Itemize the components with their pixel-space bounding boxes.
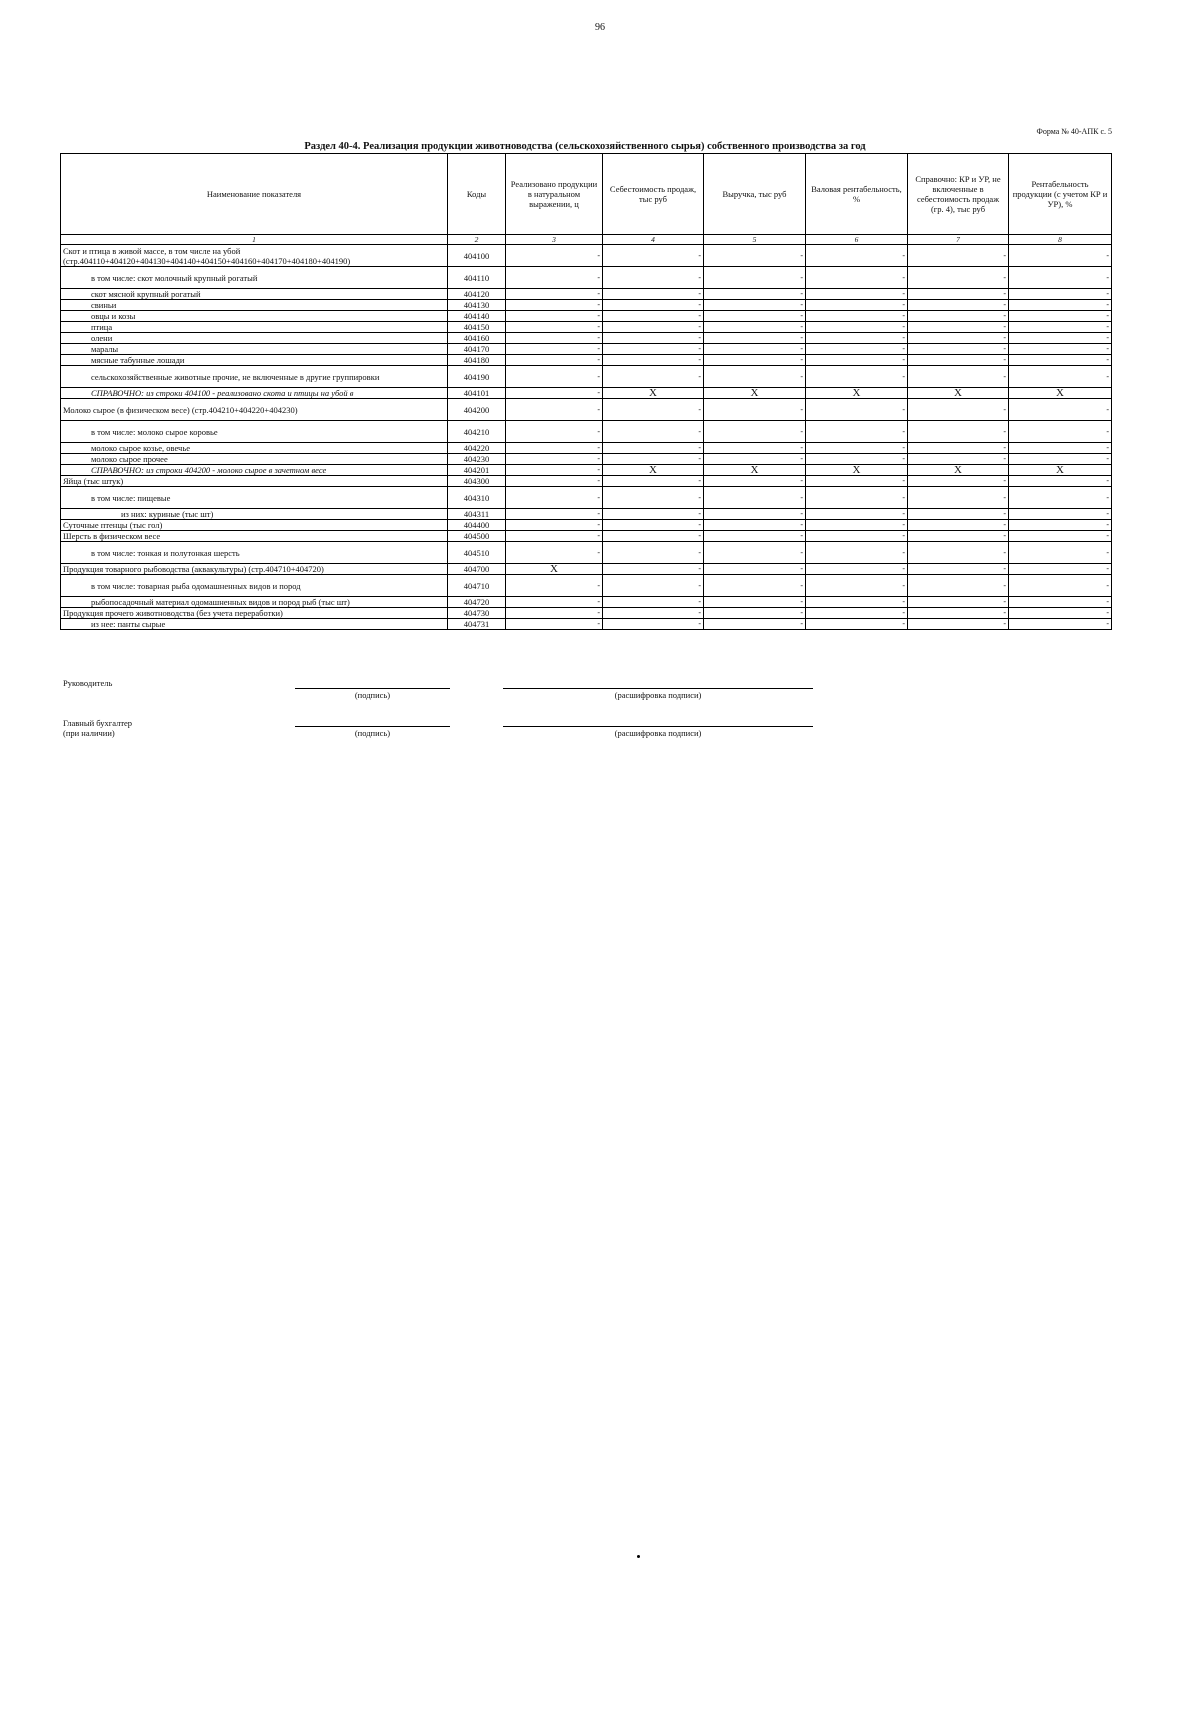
row-value-cell: - xyxy=(704,454,806,465)
row-indicator-name: СПРАВОЧНО: из строки 404100 - реализовано скота и птицы на убой в xyxy=(61,388,448,399)
table-row xyxy=(61,421,1112,443)
row-value-cell: - xyxy=(704,509,806,520)
row-code: 404150 xyxy=(448,322,506,333)
row-value-cell: - xyxy=(1009,542,1112,564)
row-value-cell: - xyxy=(806,619,908,630)
row-value-cell: - xyxy=(603,267,704,289)
row-value-cell: - xyxy=(603,454,704,465)
row-value-cell: - xyxy=(908,344,1009,355)
row-value-cell: X xyxy=(603,388,704,399)
row-value-cell: - xyxy=(506,245,603,267)
row-value-cell: - xyxy=(908,597,1009,608)
row-value-cell: - xyxy=(704,333,806,344)
table-row xyxy=(61,542,1112,564)
row-value-cell: - xyxy=(1009,443,1112,454)
row-value-cell: X xyxy=(806,465,908,476)
row-value-cell: - xyxy=(1009,575,1112,597)
row-value-cell: - xyxy=(603,245,704,267)
row-code: 404190 xyxy=(448,366,506,388)
row-value-cell: - xyxy=(704,421,806,443)
head-signature-row xyxy=(63,678,863,718)
row-code: 404120 xyxy=(448,289,506,300)
row-value-cell: - xyxy=(908,487,1009,509)
row-value-cell: X xyxy=(704,465,806,476)
row-value-cell: - xyxy=(506,542,603,564)
row-value-cell: - xyxy=(908,355,1009,366)
header-product-profitability: Рентабельность продукции (с учетом КР и УР), % xyxy=(1009,154,1112,235)
row-value-cell: - xyxy=(908,322,1009,333)
row-value-cell: - xyxy=(806,597,908,608)
row-value-cell: - xyxy=(908,333,1009,344)
row-value-cell: - xyxy=(908,399,1009,421)
table-row xyxy=(61,344,1112,355)
row-value-cell: - xyxy=(908,564,1009,575)
row-value-cell: - xyxy=(1009,399,1112,421)
row-value-cell: - xyxy=(506,366,603,388)
row-indicator-name: в том числе: пищевые xyxy=(61,487,448,509)
row-indicator-name: молоко сырое прочее xyxy=(61,454,448,465)
row-code: 404230 xyxy=(448,454,506,465)
row-indicator-name: СПРАВОЧНО: из строки 404200 - молоко сырое в зачетном весе xyxy=(61,465,448,476)
signature-block xyxy=(63,678,863,758)
accountant-label-line1: Главный бухгалтер xyxy=(63,718,133,728)
header-codes: Коды xyxy=(448,154,506,235)
scan-dot-mark xyxy=(637,1555,640,1558)
row-value-cell: - xyxy=(603,333,704,344)
column-number: 8 xyxy=(1009,235,1112,245)
form-code: Форма № 40-АПК с. 5 xyxy=(1036,127,1112,136)
accountant-signature-row xyxy=(63,718,863,758)
row-value-cell: - xyxy=(506,289,603,300)
row-value-cell: - xyxy=(603,322,704,333)
row-code: 404400 xyxy=(448,520,506,531)
row-value-cell: - xyxy=(603,443,704,454)
row-value-cell: - xyxy=(506,311,603,322)
row-code: 404210 xyxy=(448,421,506,443)
row-value-cell: - xyxy=(1009,619,1112,630)
row-value-cell: - xyxy=(908,366,1009,388)
row-indicator-name: олени xyxy=(61,333,448,344)
table-row xyxy=(61,487,1112,509)
table-row xyxy=(61,454,1112,465)
row-value-cell: - xyxy=(1009,487,1112,509)
table-row xyxy=(61,509,1112,520)
row-value-cell: - xyxy=(603,531,704,542)
row-code: 404311 xyxy=(448,509,506,520)
row-indicator-name: Шерсть в физическом весе xyxy=(61,531,448,542)
row-value-cell: - xyxy=(1009,355,1112,366)
row-value-cell: - xyxy=(704,443,806,454)
row-value-cell: - xyxy=(806,311,908,322)
row-value-cell: - xyxy=(1009,509,1112,520)
row-value-cell: - xyxy=(806,366,908,388)
row-value-cell: - xyxy=(806,531,908,542)
row-value-cell: - xyxy=(506,520,603,531)
row-value-cell: - xyxy=(506,267,603,289)
row-value-cell: - xyxy=(704,542,806,564)
table-row xyxy=(61,267,1112,289)
accountant-label-line2: (при наличии) xyxy=(63,728,115,738)
header-indicator-name: Наименование показателя xyxy=(61,154,448,235)
row-code: 404700 xyxy=(448,564,506,575)
row-value-cell: - xyxy=(603,311,704,322)
row-value-cell: - xyxy=(506,333,603,344)
row-value-cell: - xyxy=(704,289,806,300)
row-value-cell: - xyxy=(908,443,1009,454)
row-value-cell: X xyxy=(908,465,1009,476)
row-value-cell: - xyxy=(1009,454,1112,465)
table-row xyxy=(61,322,1112,333)
row-indicator-name: скот мясной крупный рогатый xyxy=(61,289,448,300)
table-row xyxy=(61,311,1112,322)
table-row xyxy=(61,245,1112,267)
row-value-cell: - xyxy=(1009,520,1112,531)
head-decode-caption: (расшифровка подписи) xyxy=(614,690,702,700)
row-value-cell: - xyxy=(704,597,806,608)
row-value-cell: - xyxy=(908,421,1009,443)
row-code: 404130 xyxy=(448,300,506,311)
report-table xyxy=(60,153,1112,630)
row-value-cell: - xyxy=(704,355,806,366)
accountant-decode-caption: (расшифровка подписи) xyxy=(614,728,702,738)
row-value-cell: X xyxy=(1009,388,1112,399)
head-label: Руководитель xyxy=(63,678,113,688)
row-indicator-name: маралы xyxy=(61,344,448,355)
row-value-cell: - xyxy=(806,333,908,344)
accountant-label xyxy=(63,718,132,738)
row-value-cell: - xyxy=(908,509,1009,520)
row-indicator-name: в том числе: тонкая и полутонкая шерсть xyxy=(61,542,448,564)
row-value-cell: - xyxy=(603,366,704,388)
row-value-cell: - xyxy=(908,476,1009,487)
row-indicator-name: Продукция прочего животноводства (без учета переработки) xyxy=(61,608,448,619)
row-indicator-name: из них: куриные (тыс шт) xyxy=(61,509,448,520)
row-value-cell: - xyxy=(704,520,806,531)
row-indicator-name: из нее: панты сырые xyxy=(61,619,448,630)
row-value-cell: - xyxy=(704,399,806,421)
row-indicator-name: свиньи xyxy=(61,300,448,311)
header-kr-ur-reference: Справочно: КР и УР, не включенные в себестоимость продаж (гр. 4), тыс руб xyxy=(908,154,1009,235)
table-row xyxy=(61,531,1112,542)
row-value-cell: - xyxy=(1009,608,1112,619)
row-value-cell: - xyxy=(806,608,908,619)
row-value-cell: - xyxy=(1009,322,1112,333)
row-indicator-name: птица xyxy=(61,322,448,333)
accountant-decode-line xyxy=(503,726,813,727)
row-value-cell: - xyxy=(908,454,1009,465)
row-indicator-name: в том числе: молоко сырое коровье xyxy=(61,421,448,443)
table-row xyxy=(61,300,1112,311)
head-decode-line xyxy=(503,688,813,689)
row-value-cell: - xyxy=(603,300,704,311)
page-number: 96 xyxy=(595,22,605,33)
row-value-cell: - xyxy=(506,465,603,476)
row-code: 404710 xyxy=(448,575,506,597)
row-value-cell: - xyxy=(908,300,1009,311)
row-value-cell: - xyxy=(908,267,1009,289)
accountant-sign-caption: (подпись) xyxy=(354,728,391,738)
row-value-cell: - xyxy=(506,355,603,366)
header-cost-of-sales: Себестоимость продаж, тыс руб xyxy=(603,154,704,235)
row-value-cell: - xyxy=(704,476,806,487)
row-value-cell: - xyxy=(506,388,603,399)
row-value-cell: - xyxy=(506,476,603,487)
row-value-cell: - xyxy=(506,487,603,509)
row-value-cell: - xyxy=(603,509,704,520)
row-value-cell: - xyxy=(806,575,908,597)
row-value-cell: - xyxy=(603,564,704,575)
row-code: 404310 xyxy=(448,487,506,509)
row-value-cell: - xyxy=(806,289,908,300)
row-value-cell: - xyxy=(603,421,704,443)
table-row xyxy=(61,619,1112,630)
row-value-cell: - xyxy=(806,487,908,509)
column-number-row xyxy=(61,235,1112,245)
row-value-cell: - xyxy=(704,575,806,597)
row-code: 404300 xyxy=(448,476,506,487)
row-value-cell: - xyxy=(1009,564,1112,575)
row-value-cell: - xyxy=(506,575,603,597)
row-value-cell: - xyxy=(506,619,603,630)
row-value-cell: - xyxy=(506,531,603,542)
row-value-cell: - xyxy=(506,509,603,520)
table-row xyxy=(61,564,1112,575)
table-row xyxy=(61,366,1112,388)
accountant-signature-line xyxy=(295,726,450,727)
row-value-cell: - xyxy=(908,531,1009,542)
row-code: 404720 xyxy=(448,597,506,608)
row-value-cell: - xyxy=(1009,267,1112,289)
row-indicator-name: Молоко сырое (в физическом весе) (стр.404210+404220+404230) xyxy=(61,399,448,421)
row-value-cell: - xyxy=(506,322,603,333)
column-number: 6 xyxy=(806,235,908,245)
head-sign-caption: (подпись) xyxy=(354,690,391,700)
row-value-cell: - xyxy=(704,300,806,311)
row-value-cell: - xyxy=(704,531,806,542)
row-indicator-name: рыбопосадочный материал одомашненных видов и пород рыб (тыс шт) xyxy=(61,597,448,608)
table-row xyxy=(61,597,1112,608)
table-row xyxy=(61,289,1112,300)
row-value-cell: X xyxy=(603,465,704,476)
table-row xyxy=(61,575,1112,597)
row-value-cell: - xyxy=(704,564,806,575)
row-value-cell: - xyxy=(506,454,603,465)
row-value-cell: - xyxy=(806,399,908,421)
section-title: Раздел 40-4. Реализация продукции животноводства (сельскохозяйственного сырья) собственного производства за год xyxy=(304,141,866,152)
row-value-cell: - xyxy=(704,366,806,388)
row-value-cell: - xyxy=(806,322,908,333)
row-value-cell: - xyxy=(806,355,908,366)
row-value-cell: - xyxy=(603,619,704,630)
row-value-cell: - xyxy=(1009,531,1112,542)
row-value-cell: - xyxy=(704,344,806,355)
row-code: 404101 xyxy=(448,388,506,399)
row-value-cell: - xyxy=(1009,333,1112,344)
column-number: 5 xyxy=(704,235,806,245)
row-value-cell: - xyxy=(506,421,603,443)
row-indicator-name: мясные табунные лошади xyxy=(61,355,448,366)
column-number: 2 xyxy=(448,235,506,245)
row-value-cell: - xyxy=(1009,476,1112,487)
row-value-cell: - xyxy=(908,608,1009,619)
row-value-cell: - xyxy=(1009,289,1112,300)
row-indicator-name: Суточные птенцы (тыс гол) xyxy=(61,520,448,531)
row-code: 404220 xyxy=(448,443,506,454)
row-indicator-name: Скот и птица в живой массе, в том числе на убой (стр.404110+404120+404130+404140+404150+404160+404170+404180+404190) xyxy=(61,245,448,267)
row-indicator-name: Яйца (тыс штук) xyxy=(61,476,448,487)
column-number: 3 xyxy=(506,235,603,245)
row-value-cell: - xyxy=(603,289,704,300)
row-value-cell: - xyxy=(806,421,908,443)
row-value-cell: - xyxy=(806,245,908,267)
row-value-cell: - xyxy=(806,520,908,531)
row-value-cell: - xyxy=(806,476,908,487)
head-signature-line xyxy=(295,688,450,689)
row-value-cell: X xyxy=(908,388,1009,399)
row-value-cell: - xyxy=(908,619,1009,630)
row-value-cell: - xyxy=(806,454,908,465)
row-value-cell: - xyxy=(806,443,908,454)
row-value-cell: - xyxy=(506,344,603,355)
row-value-cell: - xyxy=(603,476,704,487)
header-gross-profitability: Валовая рентабельность, % xyxy=(806,154,908,235)
header-row xyxy=(61,154,1112,235)
row-indicator-name: в том числе: скот молочный крупный рогатый xyxy=(61,267,448,289)
row-value-cell: - xyxy=(603,575,704,597)
row-code: 404200 xyxy=(448,399,506,421)
header-sold-natural: Реализовано продукции в натуральном выражении, ц xyxy=(506,154,603,235)
row-value-cell: - xyxy=(603,355,704,366)
row-indicator-name: Продукция товарного рыбоводства (аквакультуры) (стр.404710+404720) xyxy=(61,564,448,575)
row-indicator-name: сельскохозяйственные животные прочие, не включенные в другие группировки xyxy=(61,366,448,388)
row-value-cell: - xyxy=(704,322,806,333)
row-value-cell: - xyxy=(704,608,806,619)
row-value-cell: X xyxy=(1009,465,1112,476)
row-value-cell: - xyxy=(1009,300,1112,311)
row-value-cell: - xyxy=(1009,597,1112,608)
table-row xyxy=(61,520,1112,531)
table-row xyxy=(61,608,1112,619)
row-value-cell: - xyxy=(908,289,1009,300)
row-value-cell: - xyxy=(1009,421,1112,443)
row-value-cell: - xyxy=(1009,344,1112,355)
row-indicator-name: молоко сырое козье, овечье xyxy=(61,443,448,454)
row-code: 404201 xyxy=(448,465,506,476)
row-value-cell: - xyxy=(806,509,908,520)
row-value-cell: - xyxy=(806,300,908,311)
row-value-cell: - xyxy=(908,311,1009,322)
row-code: 404510 xyxy=(448,542,506,564)
row-code: 404731 xyxy=(448,619,506,630)
row-code: 404730 xyxy=(448,608,506,619)
table-row xyxy=(61,443,1112,454)
table-row xyxy=(61,399,1112,421)
row-value-cell: - xyxy=(1009,311,1112,322)
row-value-cell: - xyxy=(1009,245,1112,267)
row-value-cell: - xyxy=(806,344,908,355)
row-value-cell: - xyxy=(506,300,603,311)
table-row xyxy=(61,355,1112,366)
row-value-cell: - xyxy=(603,542,704,564)
row-value-cell: - xyxy=(908,575,1009,597)
report-body xyxy=(61,245,1112,630)
row-indicator-name: в том числе: товарная рыба одомашненных видов и пород xyxy=(61,575,448,597)
row-value-cell: - xyxy=(506,443,603,454)
row-value-cell: - xyxy=(603,520,704,531)
row-value-cell: - xyxy=(704,267,806,289)
row-code: 404160 xyxy=(448,333,506,344)
row-value-cell: - xyxy=(704,487,806,509)
row-code: 404170 xyxy=(448,344,506,355)
row-value-cell: - xyxy=(806,267,908,289)
row-code: 404140 xyxy=(448,311,506,322)
row-value-cell: X xyxy=(506,564,603,575)
row-value-cell: - xyxy=(806,564,908,575)
table-row xyxy=(61,476,1112,487)
row-value-cell: - xyxy=(908,542,1009,564)
row-value-cell: - xyxy=(603,344,704,355)
table-row xyxy=(61,333,1112,344)
row-value-cell: - xyxy=(704,619,806,630)
row-value-cell: - xyxy=(603,608,704,619)
table-row xyxy=(61,465,1112,476)
column-number: 7 xyxy=(908,235,1009,245)
row-code: 404100 xyxy=(448,245,506,267)
header-revenue: Выручка, тыс руб xyxy=(704,154,806,235)
row-value-cell: - xyxy=(603,597,704,608)
row-value-cell: - xyxy=(908,245,1009,267)
row-value-cell: - xyxy=(506,399,603,421)
table-row xyxy=(61,388,1112,399)
row-value-cell: X xyxy=(704,388,806,399)
row-value-cell: - xyxy=(704,245,806,267)
row-value-cell: - xyxy=(603,487,704,509)
column-number: 1 xyxy=(61,235,448,245)
row-code: 404110 xyxy=(448,267,506,289)
row-value-cell: X xyxy=(806,388,908,399)
column-number: 4 xyxy=(603,235,704,245)
row-value-cell: - xyxy=(506,608,603,619)
row-value-cell: - xyxy=(603,399,704,421)
row-value-cell: - xyxy=(908,520,1009,531)
row-value-cell: - xyxy=(1009,366,1112,388)
row-code: 404180 xyxy=(448,355,506,366)
row-value-cell: - xyxy=(506,597,603,608)
row-value-cell: - xyxy=(806,542,908,564)
row-value-cell: - xyxy=(704,311,806,322)
row-indicator-name: овцы и козы xyxy=(61,311,448,322)
row-code: 404500 xyxy=(448,531,506,542)
